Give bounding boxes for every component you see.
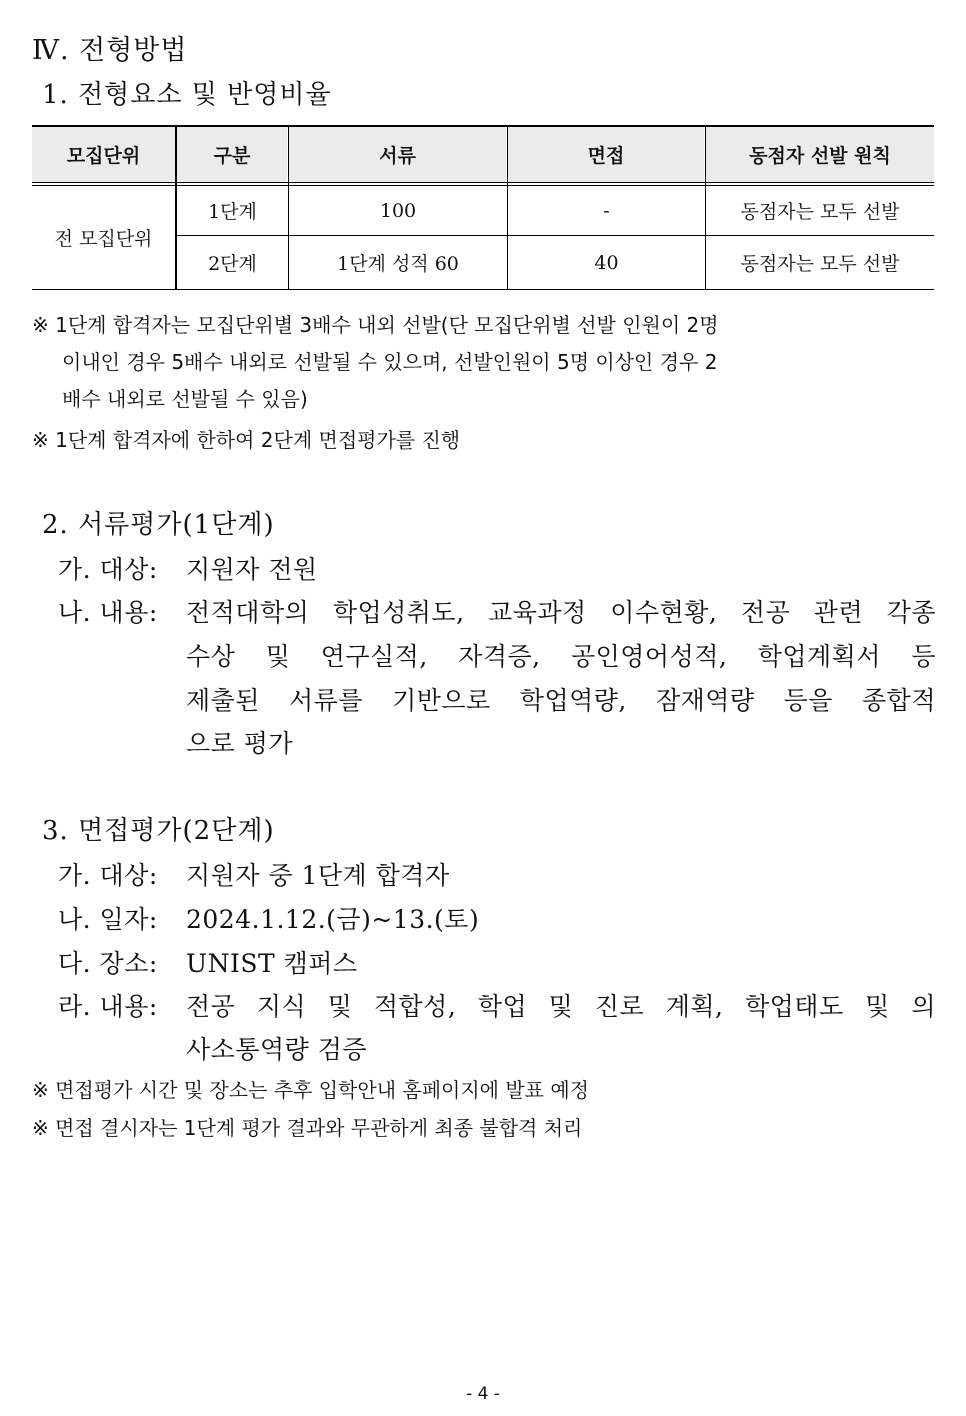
table-cell-stage-1: 1단계 xyxy=(208,201,257,223)
table-cell-stage-2: 2단계 xyxy=(208,253,257,275)
table-header-docs: 서류 xyxy=(289,127,506,182)
item-value: 전적대학의 학업성취도, 교육과정 이수현황, 전공 관련 각종 xyxy=(186,598,936,627)
note-line: ※ 1단계 합격자에 한하여 2단계 면접평가를 진행 xyxy=(32,428,461,452)
item-value: 지원자 중 1단계 합격자 xyxy=(186,861,450,890)
item-label: 나. 일자: xyxy=(58,905,158,934)
item-label: 다. 장소: xyxy=(58,949,158,978)
section-title: Ⅳ. 전형방법 xyxy=(32,35,188,66)
item-value: 제출된 서류를 기반으로 학업역량, 잠재역량 등을 종합적 xyxy=(186,686,936,715)
table-header-interview: 면접 xyxy=(508,127,704,182)
table-header-stage: 구분 xyxy=(177,127,287,182)
item-value: 수상 및 연구실적, 자격증, 공인영어성적, 학업계획서 등 xyxy=(186,642,936,671)
page-number: - 4 - xyxy=(466,1384,500,1404)
subsection-title-2: 2. 서류평가(1단계) xyxy=(42,510,275,540)
note-line: ※ 면접평가 시간 및 장소는 추후 입학안내 홈페이지에 발표 예정 xyxy=(32,1078,589,1102)
table-cell-interview-1: - xyxy=(603,199,610,222)
note-line: 배수 내외로 선발될 수 있음) xyxy=(62,387,308,411)
table-cell-tie-1: 동점자는 모두 선발 xyxy=(740,201,900,223)
item-value: UNIST 캠퍼스 xyxy=(186,949,358,978)
subsection-title-1: 1. 전형요소 및 반영비율 xyxy=(42,80,332,110)
table-cell-tie-2: 동점자는 모두 선발 xyxy=(740,253,900,275)
selection-ratio-table xyxy=(32,125,934,290)
item-value: 지원자 전원 xyxy=(186,555,318,584)
item-label: 가. 대상: xyxy=(58,555,158,584)
item-value: 전공 지식 및 적합성, 학업 및 진로 계획, 학업태도 및 의 xyxy=(186,992,936,1021)
item-label: 나. 내용: xyxy=(58,598,158,627)
note-line: 이내인 경우 5배수 내외로 선발될 수 있으며, 선발인원이 5명 이상인 경우 2 xyxy=(62,350,718,374)
item-value: 2024.1.12.(금)~13.(토) xyxy=(186,905,480,934)
note-line: ※ 면접 결시자는 1단계 평가 결과와 무관하게 최종 불합격 처리 xyxy=(32,1116,583,1140)
item-label: 가. 대상: xyxy=(58,861,158,890)
table-header-tie-rule: 동점자 선발 원칙 xyxy=(706,127,934,182)
table-header-unit: 모집단위 xyxy=(32,127,175,182)
item-value: 으로 평가 xyxy=(186,729,294,758)
subsection-title-3: 3. 면접평가(2단계) xyxy=(42,816,275,846)
item-value: 사소통역량 검증 xyxy=(186,1035,367,1064)
table-cell-interview-2: 40 xyxy=(594,251,619,274)
note-line: ※ 1단계 합격자는 모집단위별 3배수 내외 선발(단 모집단위별 선발 인원이 2명 xyxy=(32,313,719,337)
item-label: 라. 내용: xyxy=(58,992,158,1021)
table-cell-unit: 전 모집단위 xyxy=(54,228,153,250)
table-cell-docs-2: 1단계 성적 60 xyxy=(337,253,459,275)
table-cell-docs-1: 100 xyxy=(379,199,417,222)
